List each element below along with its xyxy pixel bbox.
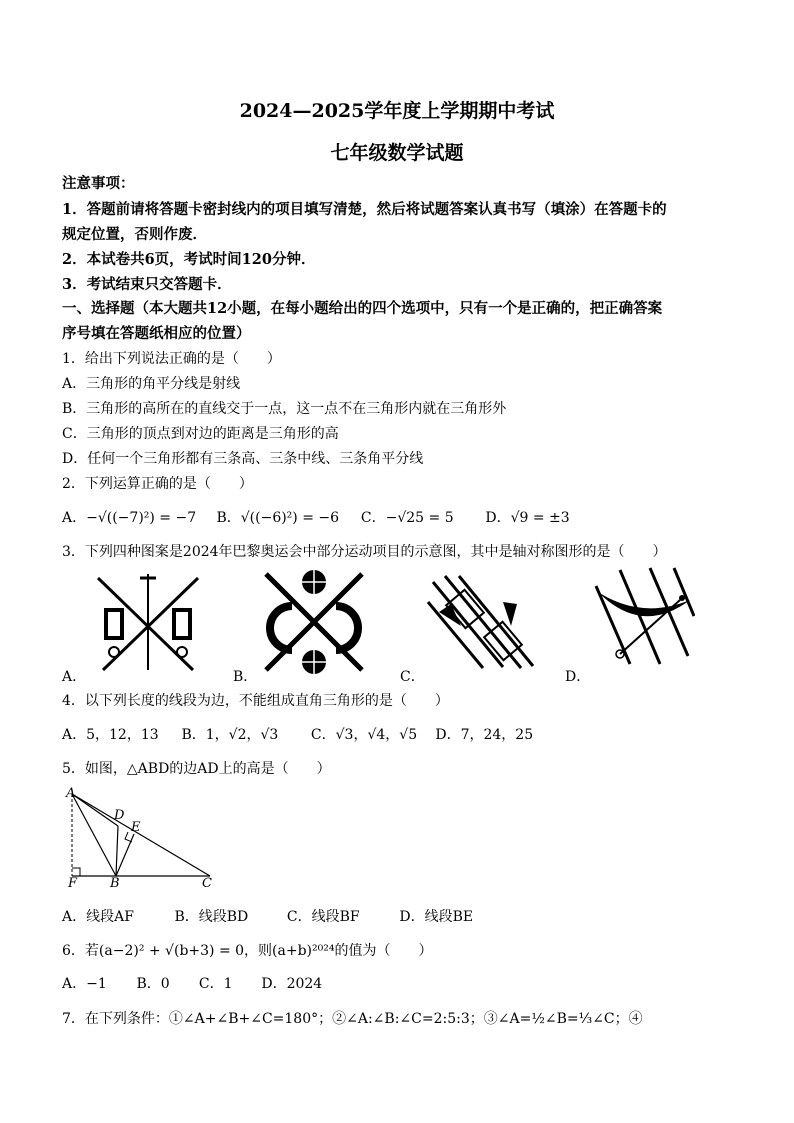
q5-option-d: D．线段BE xyxy=(399,909,474,925)
fencing-pictogram xyxy=(88,570,208,675)
q3-label-b: B． xyxy=(233,669,258,685)
q3-stem: 3．下列四种图案是2024年巴黎奥运会中部分运动项目的示意图，其中是轴对称图形的是（ ） xyxy=(62,544,667,560)
q5-stem: 5．如图，△ABD的边AD上的高是（ ） xyxy=(62,761,331,777)
note-1b: 规定位置，否则作废． xyxy=(62,226,207,243)
q1-stem: 1．给出下列说法正确的是（ ） xyxy=(62,351,281,367)
section-1-heading-b: 序号填在答题纸相应的位置） xyxy=(62,325,251,342)
q6-stem: 6．若(a−2)² + √(b+3) = 0，则(a+b)²⁰²⁴的值为（ ） xyxy=(62,943,433,959)
q4-option-c: C．√3，√4，√5 xyxy=(310,727,418,743)
note-2: 2．本试卷共6页，考试时间120分钟． xyxy=(62,251,316,268)
q5-options xyxy=(62,906,732,926)
q7-stem: 7．在下列条件：①∠A+∠B+∠C=180°；②∠A:∠B:∠C=2:5:3；③∠A=½∠B=⅓∠C；④ xyxy=(62,1011,643,1027)
exam-subtitle: 七年级数学试题 xyxy=(330,142,464,164)
section-1-heading-a: 一、选择题（本大题共12小题，在每小题给出的四个选项中，只有一个是正确的，把正确答案 xyxy=(62,300,663,317)
q1-option-c: C．三角形的顶点到对边的距离是三角形的高 xyxy=(62,426,339,442)
q3-label-a: A． xyxy=(62,669,87,685)
q1-option-d: D．任何一个三角形都有三条高、三条中线、三条角平分线 xyxy=(62,451,424,467)
point-label-e: E xyxy=(131,820,141,835)
note-3: 3．考试结束只交答题卡． xyxy=(62,276,232,293)
q2-option-a: A．−√((−7)²) = −7 xyxy=(62,510,197,526)
q4-option-d: D．7，24，25 xyxy=(435,727,534,743)
q6-option-c: C．1 xyxy=(198,976,233,992)
q6-option-d: D．2024 xyxy=(261,976,323,992)
point-label-c: C xyxy=(202,876,212,891)
q4-option-b: B．1，√2，√3 xyxy=(181,727,279,743)
q2-stem: 2．下列运算正确的是（ ） xyxy=(62,476,253,492)
basketball-pictogram xyxy=(258,568,370,676)
q5-option-a: A．线段AF xyxy=(62,909,134,925)
badminton-pictogram xyxy=(423,572,538,672)
q4-option-a: A．5，12，13 xyxy=(62,727,159,743)
canoe-pictogram xyxy=(590,566,695,666)
exam-title: 2024—2025学年度上学期期中考试 xyxy=(239,100,555,122)
q4-stem: 4．以下列长度的线段为边，不能组成直角三角形的是（ ） xyxy=(62,693,449,709)
q1-option-a: A．三角形的角平分线是射线 xyxy=(62,376,241,392)
point-label-f: F xyxy=(68,876,78,891)
q6-option-a: A．−1 xyxy=(62,976,107,992)
q5-option-c: C．线段BF xyxy=(286,909,360,925)
q6-option-b: B．0 xyxy=(136,976,170,992)
point-label-d: D xyxy=(114,808,125,823)
q2-option-d: D．√9 = ±3 xyxy=(485,510,570,526)
q3-label-d: D． xyxy=(565,669,591,685)
point-label-a: A xyxy=(66,786,76,801)
q5-triangle-figure xyxy=(60,782,220,894)
q2-option-c: C．−√25 = 5 xyxy=(360,510,454,526)
q5-option-b: B．线段BD xyxy=(174,909,249,925)
q3-label-c: C． xyxy=(400,669,425,685)
q1-option-b: B．三角形的高所在的直线交于一点，这一点不在三角形内就在三角形外 xyxy=(62,401,507,417)
q6-options xyxy=(62,973,732,993)
q2-option-b: B．√((−6)²) = −6 xyxy=(216,510,340,526)
q4-options xyxy=(62,724,732,744)
point-label-b: B xyxy=(110,876,120,891)
note-1a: 1．答题前请将答题卡密封线内的项目填写清楚，然后将试题答案认真书写（填涂）在答题卡的 xyxy=(62,201,667,218)
q2-options xyxy=(62,507,732,527)
notes-heading: 注意事项： xyxy=(62,175,135,192)
